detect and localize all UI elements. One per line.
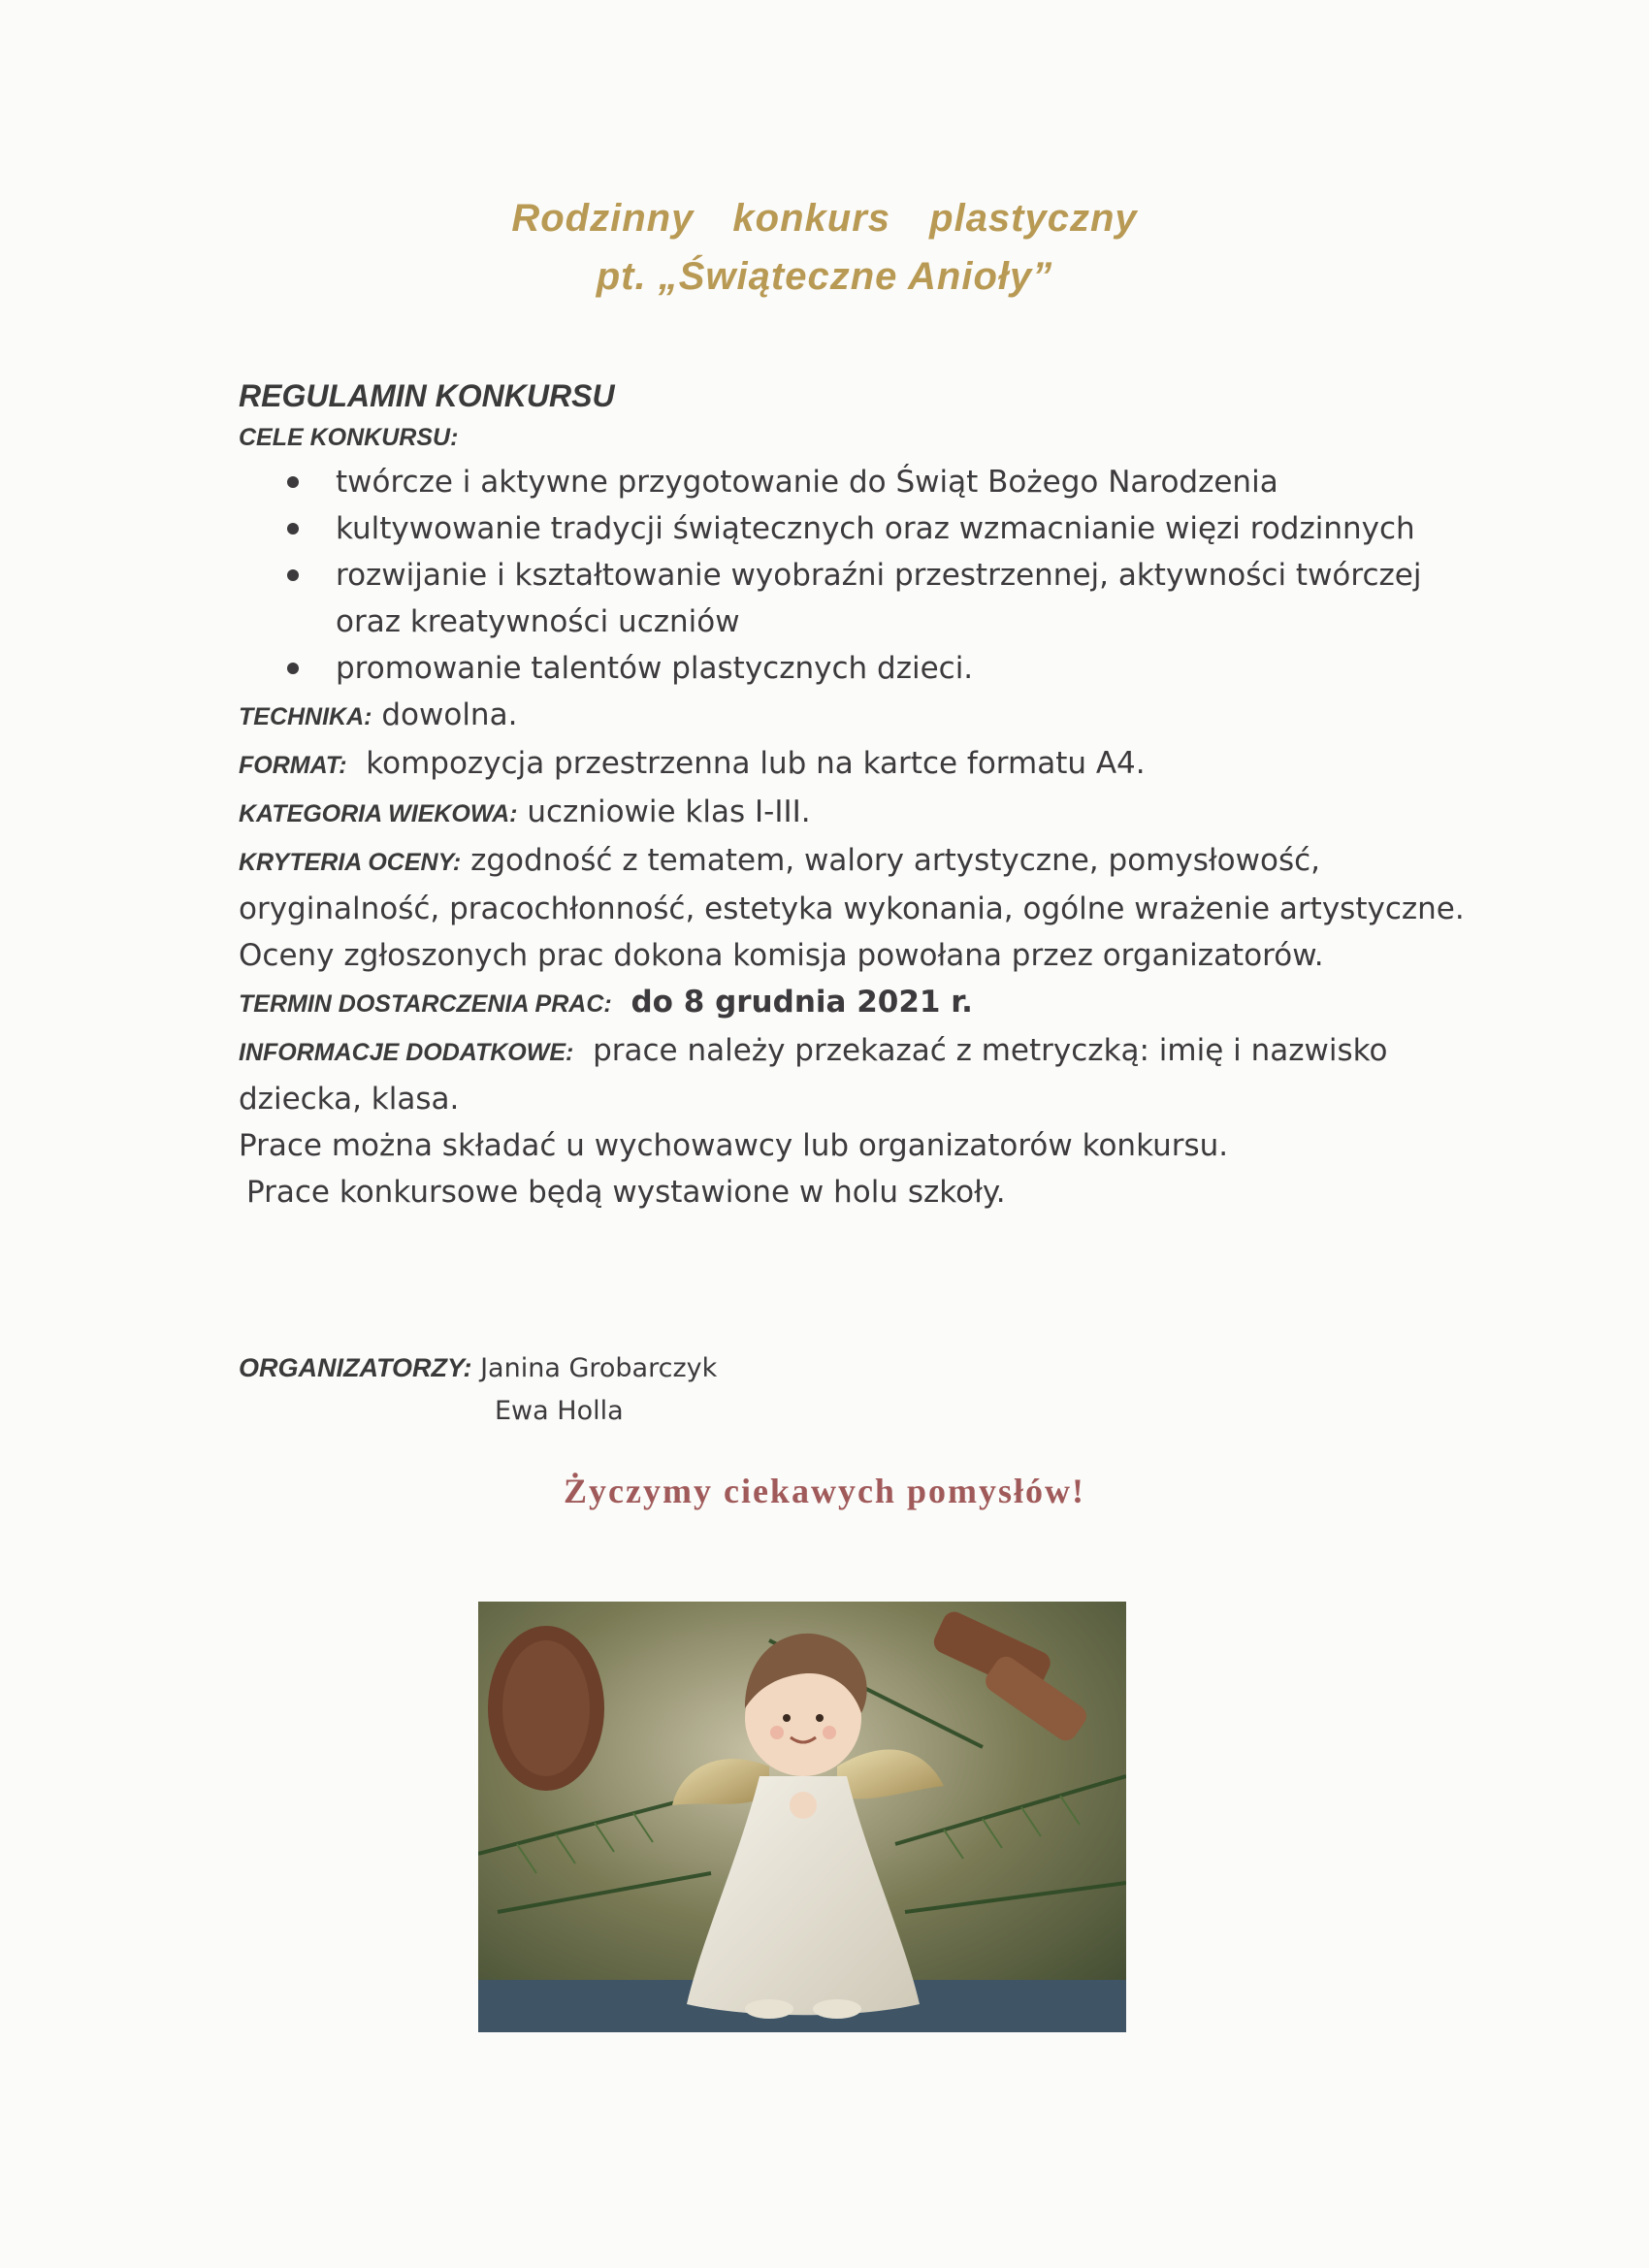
angel-photo-icon <box>478 1602 1126 2032</box>
format-paragraph <box>239 740 1500 789</box>
rules-section <box>239 373 1500 1215</box>
goal-text: twórcze i aktywne przygotowanie do Świąt Bożego Narodzenia <box>336 465 1278 500</box>
goal-text: promowanie talentów plastycznych dzieci. <box>336 651 974 686</box>
closing-wish: Życzymy ciekawych pomysłów! <box>564 1472 1085 1510</box>
rules-heading: REGULAMIN KONKURSU <box>239 378 615 413</box>
goals-list <box>239 459 1500 692</box>
bullet-icon <box>287 476 299 488</box>
bullet-icon <box>287 523 299 535</box>
technique-value: dowolna. <box>381 697 518 732</box>
angel-figurine-photo <box>478 1602 1126 2032</box>
goal-text: rozwijanie i kształtowanie wyobraźni przestrzennej, aktywności twórczej oraz kreatywności uczniów <box>336 558 1422 639</box>
organizer-name: Janina Grobarczyk <box>480 1353 718 1383</box>
list-item <box>239 552 1461 645</box>
organizers-label: ORGANIZATORZY: <box>239 1353 472 1382</box>
list-item <box>239 645 1461 692</box>
age-value: uczniowie klas I-III. <box>527 794 811 829</box>
organizer-name: Ewa Holla <box>495 1396 624 1426</box>
list-item <box>239 505 1461 552</box>
info-paragraph <box>239 1027 1500 1122</box>
technique-label: TECHNIKA: <box>239 703 372 730</box>
list-item <box>239 459 1461 505</box>
title-line-1: Rodzinny konkurs plastyczny <box>511 197 1138 240</box>
organizers-block <box>239 1346 717 1433</box>
bullet-icon <box>287 569 299 581</box>
bullet-icon <box>287 663 299 674</box>
title-line-2: pt. „Świąteczne Anioły” <box>596 255 1053 298</box>
age-label: KATEGORIA WIEKOWA: <box>239 800 518 827</box>
format-label: FORMAT: <box>239 752 347 779</box>
organizers-line-1 <box>239 1346 717 1390</box>
submission-paragraph: Prace można składać u wychowawcy lub organizatorów konkursu. <box>239 1128 1229 1163</box>
info-value: prace należy przekazać z metryczką: imię i nazwisko dziecka, klasa. <box>239 1033 1388 1117</box>
deadline-label: TERMIN DOSTARCZENIA PRAC: <box>239 990 612 1018</box>
evaluation-paragraph: Oceny zgłoszonych prac dokona komisja powołana przez organizatorów. <box>239 938 1324 973</box>
format-value: kompozycja przestrzenna lub na kartce formatu A4. <box>366 746 1146 781</box>
technique-paragraph <box>239 692 1500 740</box>
info-label: INFORMACJE DODATKOWE: <box>239 1039 574 1066</box>
goals-heading: CELE KONKURSU: <box>239 424 459 451</box>
criteria-label: KRYTERIA OCENY: <box>239 849 462 876</box>
age-paragraph <box>239 789 1500 837</box>
criteria-paragraph <box>239 837 1500 932</box>
exhibition-paragraph: Prace konkursowe będą wystawione w holu szkoły. <box>246 1175 1006 1210</box>
goal-text: kultywowanie tradycji świątecznych oraz wzmacnianie więzi rodzinnych <box>336 511 1415 546</box>
deadline-paragraph <box>239 979 1500 1027</box>
deadline-value: do 8 grudnia 2021 r. <box>630 985 973 1020</box>
criteria-value: zgodność z tematem, walory artystyczne, pomysłowość, oryginalność, pracochłonność, estetyka wykonania, ogólne wrażenie artystyczne. <box>239 843 1465 926</box>
